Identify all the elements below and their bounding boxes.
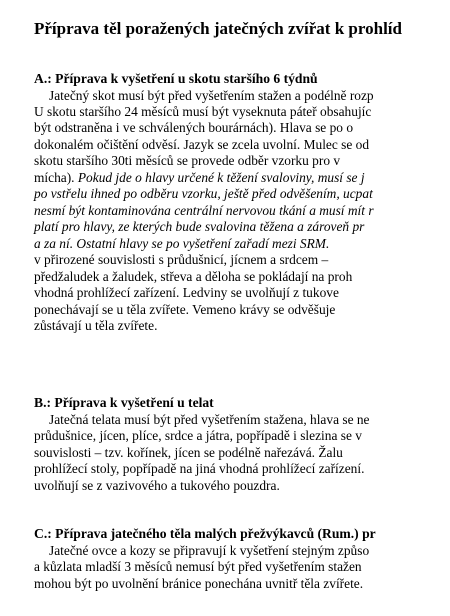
section-a-line: U skotu staršího 24 měsíců musí být vyseknuta páteř obsahujíc — [34, 104, 372, 119]
section-a-line: platí pro hlavy, ze kterých bude svalovina těžena a zároveň pr — [34, 219, 365, 234]
section-a-line: mícha). Pokud jde o hlavy určené k těžení svaloviny, musí se j — [34, 170, 365, 185]
section-a-line: po vstřelu ihned po odběru vzorku, ještě před odvěšením, ucpat — [34, 186, 373, 201]
section-c-line: a kůzlata mladší 3 měsíců nemusí být před vyšetřením stažen — [34, 559, 362, 574]
section-b-line: průdušnice, jícen, plíce, srdce a játra, popřípadě i slezina se v — [34, 428, 362, 443]
section-b-line: prohlížecí stoly, popřípadě na jiná vhodná prohlížecí zařízení. — [34, 461, 365, 476]
section-a-line: Jatečný skot musí být před vyšetřením stažen a podélně rozp — [49, 88, 374, 103]
section-a-line: být odstraněna i ve schválených bourárnách). Hlava se po o — [34, 120, 354, 135]
section-b-line: souvislosti – tzv. kořínek, jícen se podélně nařezává. Žalu — [34, 445, 343, 460]
section-a-line: dokonalém očištění odvěsí. Jazyk se zcela uvolní. Mulec se od — [34, 137, 370, 152]
section-c-line: mohou být po uvolnění bránice ponechána uvnitř těla zvířete. — [34, 576, 364, 591]
section-a-line: v přirozené souvislosti s průdušnicí, jícnem a srdcem – — [34, 252, 329, 267]
section-c-line: Jatečné ovce a kozy se připravují k vyšetření stejným způso — [49, 543, 370, 558]
section-b-line: uvolňují se z vazivového a tukového pouzdra. — [34, 478, 280, 493]
section-a-line: vhodná prohlížecí zařízení. Ledviny se uvolňují z tukove — [34, 285, 339, 300]
section-a-line: ponechávají se u těla zvířete. Vemeno krávy se odvěšuje — [34, 302, 336, 317]
section-a-line: zůstávají u těla zvířete. — [34, 318, 158, 333]
section-a-heading: A.: Příprava k vyšetření u skotu staršího 6 týdnů — [34, 71, 318, 86]
section-b-line: Jatečná telata musí být před vyšetřením stažena, hlava se ne — [49, 412, 370, 427]
document-title: Příprava těl poražených jatečných zvířat k prohlíd — [34, 19, 402, 38]
section-b-heading: B.: Příprava k vyšetření u telat — [34, 395, 214, 410]
section-c-heading: C.: Příprava jatečného těla malých přežvýkavců (Rum.) pr — [34, 526, 376, 541]
section-a-line: předžaludek a žaludek, střeva a děloha se pokládají na proh — [34, 269, 353, 284]
section-a-line: nesmí být kontaminována centrální nervovou tkání a musí mít r — [34, 203, 374, 218]
section-a-line: skotu staršího 30ti měsíců se provede odběr vzorku pro v — [34, 153, 341, 168]
section-a-line: a za ní. Ostatní hlavy se po vyšetření zařadí mezi SRM. — [34, 236, 330, 251]
